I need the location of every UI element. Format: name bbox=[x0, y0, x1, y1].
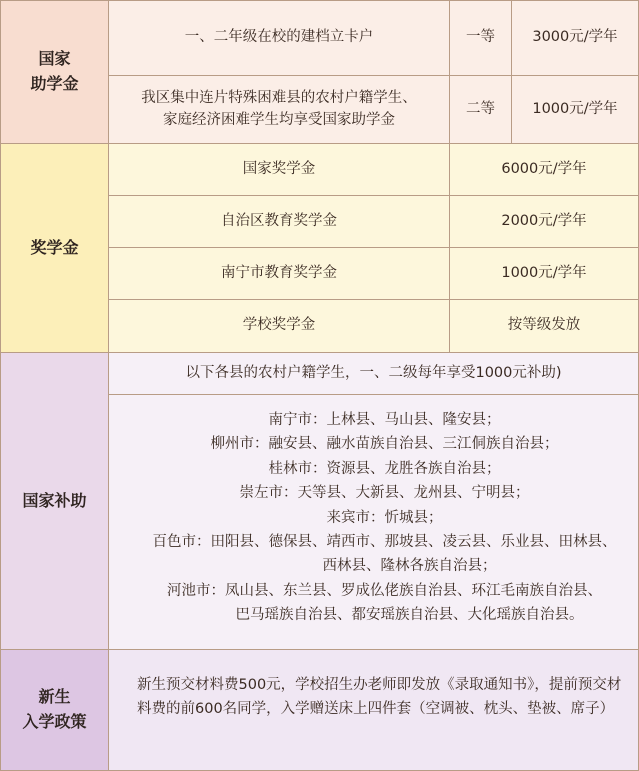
subsidy-line-baise: 百色市：田阳县、德保县、靖西市、那坡县、凌云县、乐业县、田林县、 bbox=[152, 534, 617, 551]
scholarship-name-4: 学校奖学金 bbox=[109, 300, 450, 353]
grant-condition-2: 我区集中连片特殊困难县的农村户籍学生、 家庭经济困难学生均享受国家助学金 bbox=[109, 76, 450, 144]
national-subsidy-section bbox=[1, 353, 638, 650]
grant-amount-1: 3000元/学年 bbox=[512, 1, 638, 76]
scholarship-section bbox=[1, 144, 638, 353]
subsidy-line-guilin: 桂林市：资源县、龙胜各族自治县； bbox=[268, 460, 501, 477]
national-subsidy-label: 国家补助 bbox=[1, 353, 109, 650]
grant-condition-1: 一、二年级在校的建档立卡户 bbox=[109, 1, 450, 76]
scholarship-name-2: 自治区教育奖学金 bbox=[109, 196, 450, 248]
grant-amount-2: 1000元/学年 bbox=[512, 76, 638, 144]
subsidy-line-baise-cont: 西林县、隆林各族自治县； bbox=[322, 558, 497, 575]
grant-level-2: 二等 bbox=[450, 76, 512, 144]
subsidy-line-liuzhou: 柳州市：融安县、融水苗族自治县、三江侗族自治县； bbox=[210, 436, 559, 453]
new-student-policy-text: 新生预交材料费500元，学校招生办老师即发放《录取通知书》，提前预交材料费的前600名同学，入学赠送床上四件套（空调被、枕头、垫被、席子） bbox=[137, 677, 622, 718]
new-student-policy-section bbox=[1, 650, 638, 770]
scholarship-amount-3: 1000元/学年 bbox=[450, 248, 638, 300]
scholarship-amount-4: 按等级发放 bbox=[450, 300, 638, 353]
scholarship-amount-1: 6000元/学年 bbox=[450, 144, 638, 196]
scholarship-label: 奖学金 bbox=[1, 144, 109, 353]
national-grant-label: 国家 助学金 bbox=[1, 1, 109, 144]
subsidy-line-chongzuo: 崇左市：天等县、大新县、龙州县、宁明县； bbox=[239, 485, 530, 502]
subsidy-county-list bbox=[109, 395, 638, 650]
national-grant-section bbox=[1, 1, 638, 144]
scholarship-name-3: 南宁市教育奖学金 bbox=[109, 248, 450, 300]
subsidy-intro: 以下各县的农村户籍学生，一、二级每年享受1000元补助) bbox=[109, 353, 638, 395]
subsidy-line-hechi: 河池市：凤山县、东兰县、罗成仫佬族自治县、环江毛南族自治县、 bbox=[167, 582, 602, 599]
scholarship-name-1: 国家奖学金 bbox=[109, 144, 450, 196]
subsidy-line-hechi-cont: 巴马瑶族自治县、都安瑶族自治县、大化瑶族自治县。 bbox=[235, 607, 584, 624]
subsidy-line-nanning: 南宁市：上林县、马山县、隆安县； bbox=[268, 412, 501, 428]
subsidy-line-laibin: 来宾市：忻城县； bbox=[326, 509, 443, 526]
new-student-policy-label: 新生 入学政策 bbox=[1, 650, 109, 770]
grant-level-1: 一等 bbox=[450, 1, 512, 76]
scholarship-amount-2: 2000元/学年 bbox=[450, 196, 638, 248]
